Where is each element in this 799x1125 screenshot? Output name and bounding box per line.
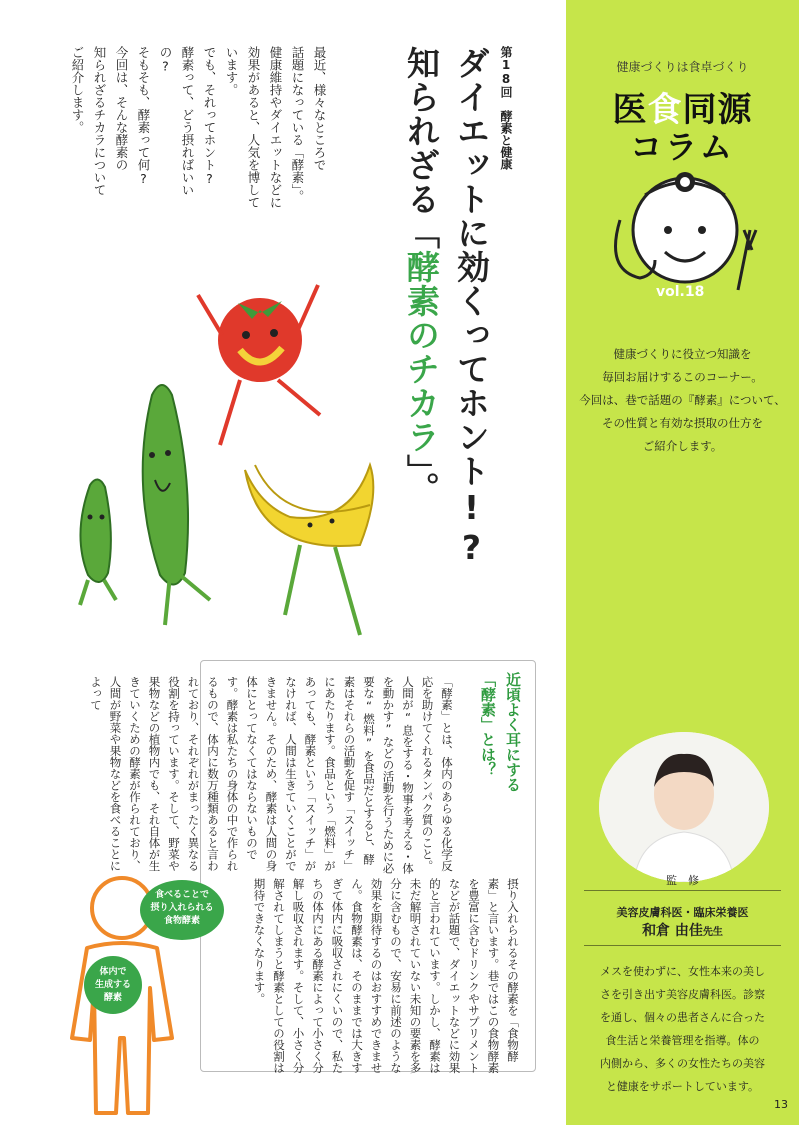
tomato-character: [198, 285, 320, 445]
vegetable-illustration: [60, 255, 400, 650]
intro-line: 今回は、巷で話題の『酵素』について、: [579, 393, 786, 407]
lead-line: 知られざるチカラについて: [92, 46, 107, 196]
food-enzyme-bubble: [140, 880, 224, 940]
page-number: 13: [774, 1098, 788, 1111]
supervisor-title: 美容皮膚科医・臨床栄養医: [616, 906, 749, 919]
lead-line: 今回は、そんな酵素の: [114, 46, 129, 171]
volume-number: vol.18: [656, 284, 705, 300]
section-heading: [465, 672, 525, 852]
banana-character: [245, 465, 373, 635]
bubble-line: 酵素: [103, 993, 122, 1003]
desc-line: さを引き出す美容皮膚科医。診察: [600, 988, 765, 1001]
supervisor-suffix: 先生: [702, 927, 723, 938]
supervisor-name: [566, 920, 799, 940]
body-enzyme-bubble: [84, 956, 142, 1014]
desc-line: と健康をサポートしています。: [605, 1080, 760, 1093]
lead-line: 酵素って、どう摂ればいいの?: [158, 46, 195, 196]
lead-line: 話題になっている「酵素」。: [290, 46, 305, 203]
desc-line: を通し、個々の患者さんに合った: [600, 1011, 765, 1024]
bubble-line: 食べることで: [154, 890, 209, 900]
bubble-line: 摂り入れられる: [150, 903, 214, 913]
title-prefix: 知られざる「: [402, 46, 441, 250]
section-heading-line: 「酵素」とは？: [479, 672, 497, 777]
article-body-upper: 「酵素」とは、体内のあらゆる化学反応を助けてくれるタンパク質のこと。人間が“息をする・物事を考える・体を動かす”などの活動を行うために必要な“燃料”を食品だとすると、酵素はそれらの活動を促す「スイッチ」にあたります。食品という「燃料」があっても、酵素という「スイッチ」がなければ、人間は生きていくことができません。そのため、酵素は人間の身体にとってなくてはならないものです。酵素は私たちの身体の中で作られるもので、体内に数万種類あると言われており、それぞれがまったく異なる役割を持っています。そして、野菜や果物などの植物内でも、それ自体が生きていくための酵素が作られており、人間が野菜や果物などを食べることによって: [89, 676, 454, 874]
bubble-line: 体内で: [99, 967, 127, 977]
series-subtitle: 健康づくりは食卓づくり: [616, 60, 749, 74]
portrait-image: [599, 732, 769, 882]
lead-line: ご紹介します。: [70, 46, 85, 134]
title-line-1: ダイエットに効くってホント!?: [452, 46, 491, 568]
logo-char: 同源: [682, 90, 753, 130]
small-cucumber-character: [80, 479, 116, 605]
lead-line: 健康維持やダイエットなどに: [268, 46, 283, 209]
supervisor-photo: [599, 732, 769, 882]
bubble-line: 食物酵素: [163, 916, 200, 926]
fork-icon: [738, 230, 756, 290]
desc-line: 食生活と栄養管理を指導。体の: [605, 1034, 760, 1047]
section-heading-line: 近頃よく耳にする: [504, 672, 522, 792]
intro-line: 健康づくりに役立つ知識を: [613, 347, 752, 361]
supervisor-name-text: 和倉 由佳: [642, 923, 703, 939]
lead-line: でも、それってホント?: [202, 46, 217, 186]
bubble-line: 生成する: [94, 980, 131, 990]
logo-char-accent: 食: [647, 90, 683, 130]
desc-line: メスを使わずに、女性本来の美し: [600, 965, 765, 978]
intro-line: ご紹介します。: [642, 439, 723, 453]
column-intro: [566, 343, 799, 458]
lead-line: 最近、様々なところで: [312, 46, 327, 171]
title-line-2: [398, 46, 445, 606]
article-body-lower: 摂り入れられるその酵素を「食物酵素」と言います。巷ではこの食物酵素を豊富に含むドリンクやサプリメントなどが話題で、ダイエットなどに効果的と言われています。しかし、酵素は未だ解明されていない未知の要素を多分に含むもので、安易に前述のような効果を期待するのはおすすめできません。食物酵素は、そのままでは大きすぎて体内に吸収されにくいので、私たちの体内にある酵素によって小さく分解し吸収されます。そして、小さく分解されてしまうと酵素としての役割は期待できなくなります。: [252, 878, 520, 1074]
lead-line: そもそも、酵素って何?: [136, 46, 151, 186]
desc-line: 内側から、多くの女性たちの美容: [600, 1057, 765, 1070]
divider: [584, 945, 781, 946]
intro-line: 毎回お届けするこのコーナー。: [602, 370, 763, 384]
column-logo-line2: コラム: [630, 128, 735, 166]
cucumber-character: [143, 385, 210, 625]
lead-line: 効果があると、人気を博しています。: [224, 46, 261, 209]
divider: [584, 890, 781, 891]
issue-label: 第18回 酵素と健康: [499, 46, 513, 170]
supervisor-description: [566, 960, 799, 1098]
lead-paragraph: [70, 46, 330, 216]
intro-line: その性質と有効な摂取の仕方を: [602, 416, 763, 430]
doctor-mascot-icon: [600, 160, 770, 300]
logo-char: 医: [612, 90, 648, 130]
column-side-panel: [566, 0, 799, 1125]
title-suffix: 」。: [402, 454, 441, 506]
title-highlight: 酵素のチカラ: [402, 250, 441, 454]
supervisor-label: 監 修: [666, 874, 699, 887]
